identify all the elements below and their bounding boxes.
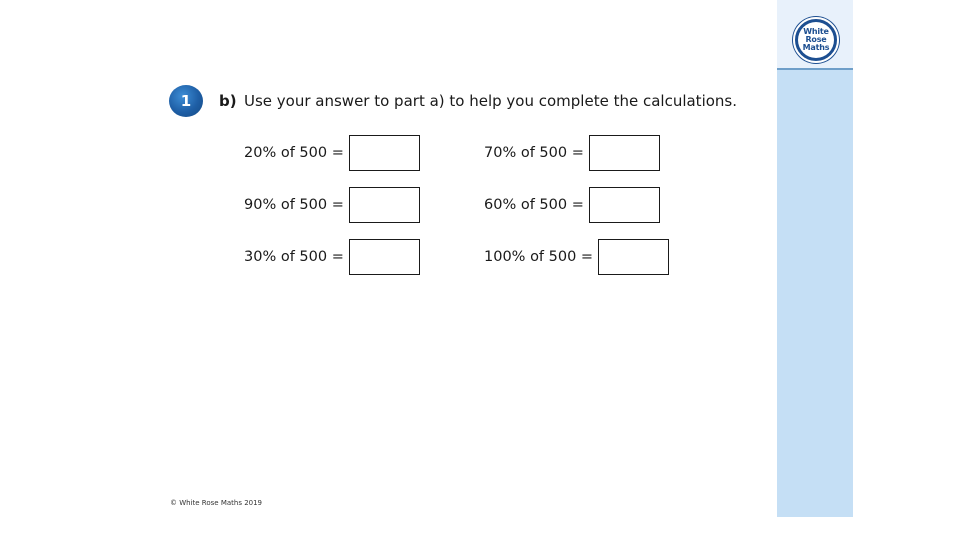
calculation-row: [484, 239, 669, 275]
question-prompt: Use your answer to part a) to help you complete the calculations.: [244, 92, 738, 110]
white-rose-maths-logo: [793, 17, 839, 63]
calculation-row: [244, 187, 420, 223]
answer-box[interactable]: [349, 135, 420, 171]
calculation-text: 100% of 500 =: [484, 249, 594, 265]
calculation-text: 60% of 500 =: [484, 197, 584, 213]
logo-line-1: White: [803, 27, 829, 36]
question-number-badge: 1: [169, 85, 203, 117]
calculation-row: [244, 239, 420, 275]
answer-box[interactable]: [349, 239, 420, 275]
calculation-text: 30% of 500 =: [244, 249, 344, 265]
answer-box[interactable]: [349, 187, 420, 223]
calculation-row: [244, 135, 420, 171]
calculation-row: [484, 135, 660, 171]
answer-box[interactable]: [589, 187, 660, 223]
copyright-footer: © White Rose Maths 2019: [170, 499, 263, 507]
question-part-label: b): [219, 92, 237, 110]
calculation-row: [484, 187, 660, 223]
calculation-text: 70% of 500 =: [484, 145, 584, 161]
calculation-text: 20% of 500 =: [244, 145, 344, 161]
calculation-text: 90% of 500 =: [244, 197, 344, 213]
logo-line-2: Rose: [805, 35, 827, 44]
answer-box[interactable]: [589, 135, 660, 171]
answer-box[interactable]: [598, 239, 669, 275]
logo-line-3: Maths: [802, 43, 830, 52]
sidebar-panel: [777, 0, 853, 517]
